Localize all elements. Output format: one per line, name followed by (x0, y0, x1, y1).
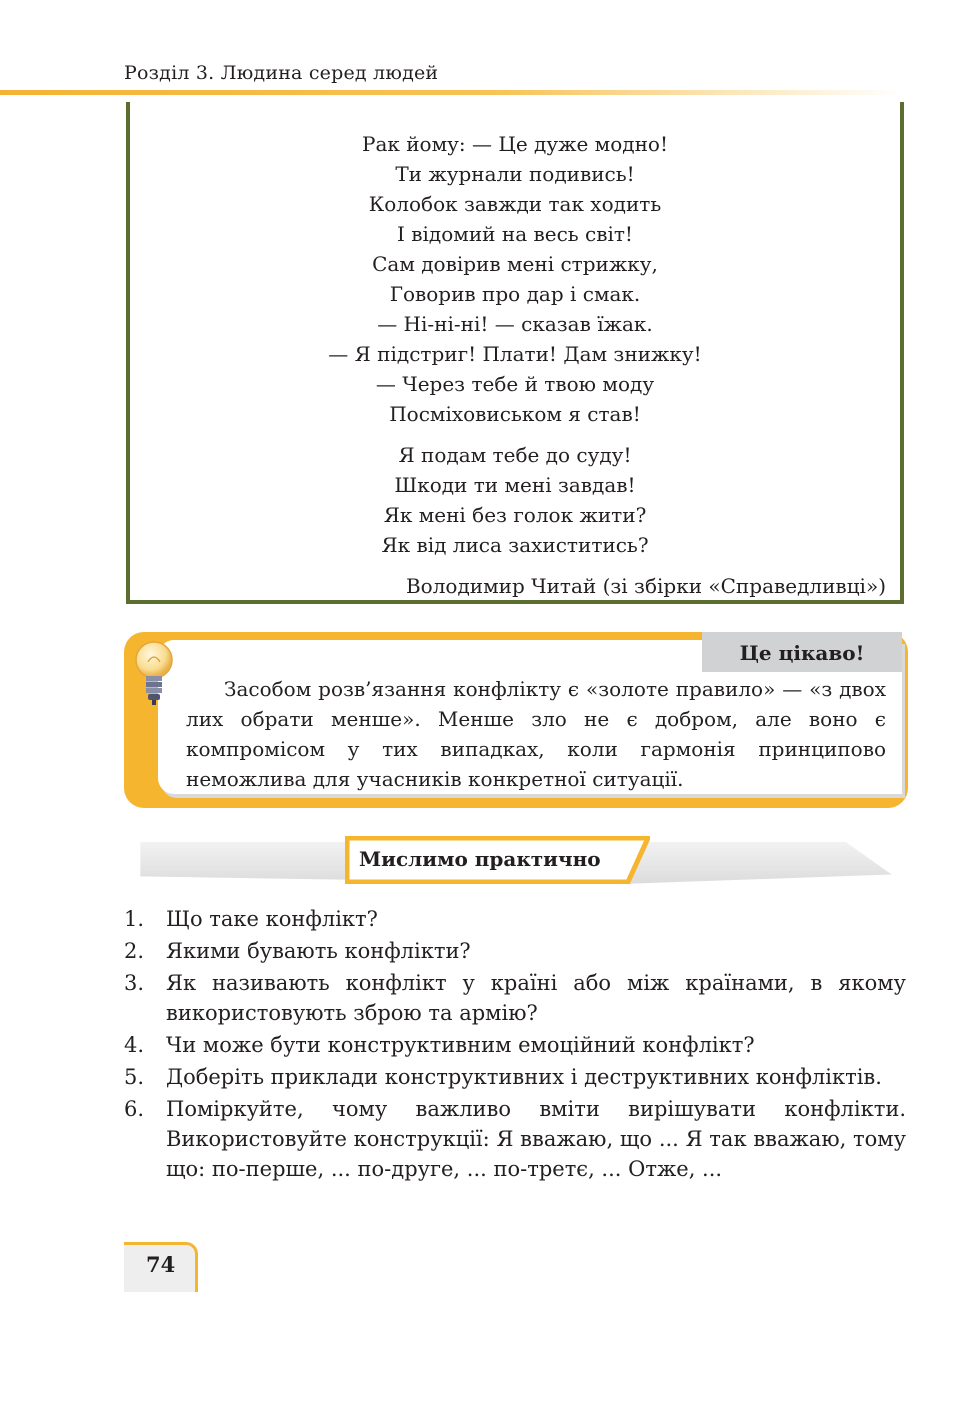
question-number: 6. (124, 1097, 145, 1121)
question-text: Що таке конфлікт? (166, 907, 378, 931)
poem-line: Шкоди ти мені завдав! (394, 473, 636, 497)
header-rule (0, 90, 900, 95)
lightbulb-icon (134, 638, 178, 714)
question-text: Чи може бути конструктивним емоційний конфлікт? (166, 1033, 755, 1057)
question-number: 3. (124, 971, 145, 995)
question-list (124, 904, 906, 1186)
poem-line: Рак йому: — Це дуже модно! (361, 132, 668, 156)
question-number: 1. (124, 907, 145, 931)
poem-line: Говорив про дар і смак. (389, 282, 641, 306)
poem-author: Володимир Читай (зі збірки «Справедливці») (405, 574, 886, 598)
poem-line: — Через тебе й твою моду (375, 372, 655, 396)
poem-line: — Я підстриг! Плати! Дам знижку! (328, 342, 702, 366)
question-number: 2. (124, 939, 145, 963)
list-item (124, 1030, 906, 1060)
poem-line: Як мені без голок жити? (383, 503, 647, 527)
question-number: 4. (124, 1033, 145, 1057)
question-text: Як називають конфлікт у країні або між країнами, в якому використовують зброю та армію? (166, 971, 906, 1025)
poem-stanza-1 (130, 129, 900, 429)
poem-line: Як від лиса захиститись? (381, 533, 649, 557)
fact-box-text: Засобом розв’язання конфлікту є «золоте правило» — «з двох лих обрати менше». Менше зло не є добром, але воно є компромісом у тих випадках, коли гармонія принципово неможлива для учасників конкретної ситуації. (186, 677, 886, 791)
question-text: Якими бувають конфлікти? (166, 939, 471, 963)
question-number: 5. (124, 1065, 145, 1089)
page-number: 74 (146, 1252, 176, 1277)
poem-line: Посміховиськом я став! (389, 402, 641, 426)
running-head: Розділ 3. Людина серед людей (124, 62, 439, 84)
question-text: Доберіть приклади конструктивних і деструктивних конфліктів. (166, 1065, 882, 1089)
fact-box-label: Це цікаво! (702, 632, 902, 672)
question-text: Поміркуйте, чому важливо вміти вирішувати конфлікти. Використовуйте конструкції: Я вважаю, що ... Я так вважаю, тому що: по-перше, ... по-друге, ... по-третє, ... Отже, ... (166, 1097, 906, 1181)
poem-box (126, 102, 904, 604)
poem-line: Сам довірив мені стрижку, (372, 252, 658, 276)
poem-line: Я подам тебе до суду! (398, 443, 632, 467)
poem-line: Колобок завжди так ходить (368, 192, 662, 216)
poem-line: — Ні-ні-ні! — сказав їжак. (377, 312, 653, 336)
list-item (124, 904, 906, 934)
poem-stanza-2 (130, 440, 900, 560)
list-item (124, 936, 906, 966)
list-item (124, 1094, 906, 1184)
section-title: Мислимо практично (359, 847, 601, 871)
poem-line: І відомий на весь світ! (397, 222, 633, 246)
list-item (124, 1062, 906, 1092)
poem-line: Ти журнали подивись! (395, 162, 635, 186)
list-item (124, 968, 906, 1028)
